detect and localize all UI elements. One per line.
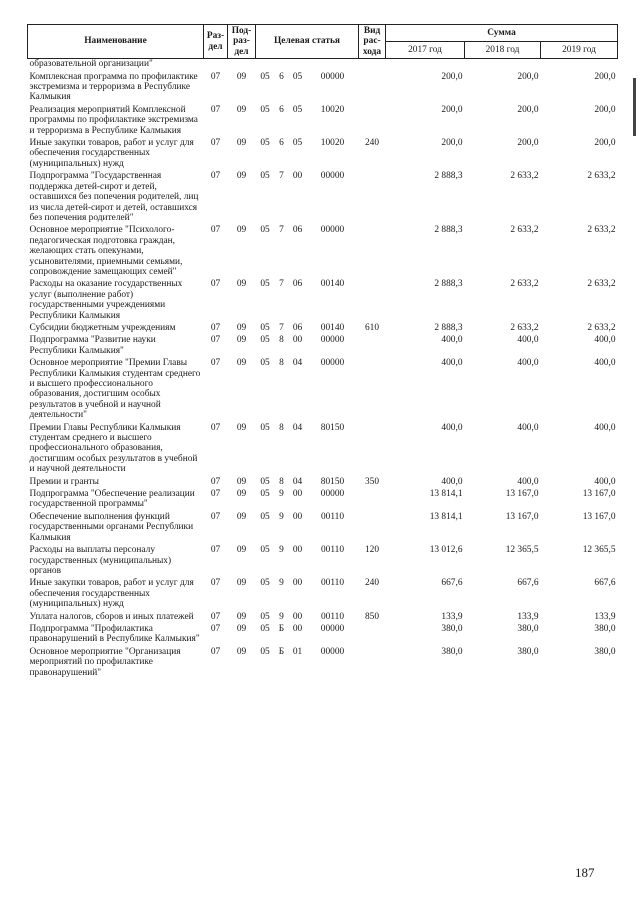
- row-podrazdel: 09: [236, 623, 247, 634]
- row-sum-2019: 200,0: [594, 104, 616, 115]
- header-summa: Сумма: [386, 25, 618, 42]
- table-row: [28, 578, 618, 611]
- row-podrazdel: [228, 59, 256, 72]
- row-razdel: 07: [210, 623, 221, 634]
- row-cs-program: 05: [260, 71, 270, 82]
- row-podrazdel: 09: [236, 489, 247, 500]
- row-sum-2017: 200,0: [441, 104, 463, 115]
- row-cs-subprogram: 7: [279, 225, 284, 236]
- row-sum-2019: 13 167,0: [582, 511, 616, 522]
- row-cs-program: [256, 59, 275, 72]
- row-sum-2019: 400,0: [594, 335, 616, 346]
- row-name: Подпрограмма "Развитие науки Республики Калмыкия": [29, 335, 156, 356]
- row-vid-rashoda: [359, 489, 386, 512]
- row-sum-2018: 2 633,2: [510, 279, 539, 290]
- row-name: Расходы на оказание государственных услуг (выполнение работ) государственными учреждениями Республики Калмыкия: [29, 279, 183, 321]
- row-name: Иные закупки товаров, работ и услуг для обеспечения государственных (муниципальных) нужд: [29, 138, 194, 169]
- row-cs-event: 00: [292, 171, 303, 182]
- row-cs-program: 05: [260, 489, 270, 500]
- table-row: [28, 279, 618, 323]
- row-cs-subprogram: 8: [279, 476, 284, 487]
- row-vid-rashoda: 610: [364, 322, 380, 333]
- row-cs-direction: [307, 59, 359, 72]
- row-vid-rashoda: [359, 225, 386, 279]
- row-sum-2017: 133,9: [441, 611, 463, 622]
- row-vid-rashoda: [359, 647, 386, 680]
- table-row: [28, 72, 618, 105]
- row-cs-program: 05: [260, 104, 270, 115]
- row-cs-direction: 00110: [320, 545, 345, 556]
- header-podrazdel: [228, 25, 256, 59]
- row-sum-2017: 2 888,3: [434, 171, 463, 182]
- header-vid-text: Вид рас- хода: [362, 26, 382, 57]
- row-podrazdel: 09: [236, 279, 247, 290]
- row-sum-2019: 12 365,5: [582, 545, 616, 556]
- row-cs-program: 05: [260, 578, 270, 589]
- row-razdel: 07: [210, 646, 221, 657]
- row-cs-subprogram: 9: [279, 489, 284, 500]
- row-razdel: 07: [210, 422, 221, 433]
- row-cs-direction: 00000: [320, 335, 345, 346]
- row-sum-2018: 13 167,0: [505, 489, 539, 500]
- row-razdel: 07: [210, 322, 221, 333]
- row-sum-2019: 380,0: [594, 623, 616, 634]
- header-vid: [359, 25, 386, 59]
- header-razdel-text: Раз- дел: [206, 31, 225, 52]
- row-sum-2017: 667,6: [441, 578, 463, 589]
- row-sum-2017: 380,0: [441, 623, 463, 634]
- header-2017: 2017 год: [386, 42, 465, 59]
- row-sum-2019: 2 633,2: [587, 279, 616, 290]
- row-sum-2017: 400,0: [441, 335, 463, 346]
- row-cs-event: 06: [292, 322, 303, 333]
- row-razdel: 07: [210, 511, 221, 522]
- margin-mark: [633, 78, 636, 136]
- row-cs-subprogram: 9: [279, 545, 284, 556]
- row-cs-subprogram: 8: [279, 358, 284, 369]
- row-vid-rashoda: [359, 72, 386, 105]
- row-cs-direction: 00110: [320, 611, 345, 622]
- row-razdel: 07: [210, 335, 221, 346]
- row-sum-2018: 12 365,5: [505, 545, 539, 556]
- row-sum-2017: 2 888,3: [434, 322, 463, 333]
- row-cs-direction: 00000: [320, 623, 345, 634]
- row-podrazdel: 09: [236, 545, 247, 556]
- row-cs-event: 00: [292, 511, 303, 522]
- row-sum-2018: 200,0: [517, 138, 539, 149]
- row-razdel: 07: [210, 171, 221, 182]
- row-cs-program: 05: [260, 476, 270, 487]
- row-cs-event: 06: [292, 279, 303, 290]
- row-razdel: 07: [210, 225, 221, 236]
- row-name: Обеспечение выполнения функций государственными органами Республики Калмыкия: [29, 511, 194, 543]
- table-row: [28, 171, 618, 225]
- row-sum-2018: 380,0: [517, 623, 539, 634]
- row-vid-rashoda: [359, 335, 386, 358]
- budget-table: [27, 24, 618, 680]
- row-cs-subprogram: 7: [279, 322, 284, 333]
- row-cs-direction: 00110: [320, 511, 345, 522]
- row-podrazdel: 09: [236, 171, 247, 182]
- row-cs-direction: 00000: [320, 171, 345, 182]
- row-cs-program: 05: [260, 511, 270, 522]
- row-razdel: 07: [210, 138, 221, 149]
- row-sum-2018: 2 633,2: [510, 322, 539, 333]
- row-sum-2017: 13 012,6: [429, 545, 463, 556]
- row-vid-rashoda: 350: [364, 476, 380, 487]
- row-vid-rashoda: 850: [364, 611, 380, 622]
- row-razdel: [204, 59, 228, 72]
- row-sum-2017: 400,0: [441, 476, 463, 487]
- header-2018: 2018 год: [465, 42, 541, 59]
- row-vid-rashoda: 240: [364, 578, 380, 589]
- row-sum-2018: [465, 59, 541, 72]
- row-sum-2019: 13 167,0: [582, 489, 616, 500]
- row-cs-program: 05: [260, 279, 270, 290]
- row-podrazdel: 09: [236, 335, 247, 346]
- row-cs-direction: 80150: [320, 476, 345, 487]
- row-cs-event: 00: [292, 623, 303, 634]
- row-name: Уплата налогов, сборов и иных платежей: [29, 611, 194, 622]
- row-cs-program: 05: [260, 322, 270, 333]
- row-cs-event: 00: [292, 489, 303, 500]
- row-sum-2018: 400,0: [517, 335, 539, 346]
- row-cs-direction: 00000: [320, 71, 345, 82]
- row-cs-subprogram: Б: [278, 646, 285, 657]
- row-cs-direction: 00000: [320, 225, 345, 236]
- row-sum-2018: 400,0: [517, 358, 539, 369]
- row-sum-2019: 200,0: [594, 71, 616, 82]
- header-podrazdel-text: Под- раз- дел: [231, 26, 252, 57]
- row-vid-rashoda: [359, 358, 386, 422]
- row-cs-subprogram: 7: [279, 171, 284, 182]
- row-name: Комплексная программа по профилактике экстремизма и терроризма в Республике Калмыкия: [29, 71, 198, 103]
- table-row: [28, 138, 618, 171]
- row-cs-direction: 00000: [320, 489, 345, 500]
- row-cs-program: 05: [260, 225, 270, 236]
- row-vid-rashoda: [359, 279, 386, 323]
- row-podrazdel: 09: [236, 322, 247, 333]
- row-sum-2019: 133,9: [594, 611, 616, 622]
- header-celevaya: Целевая статья: [256, 25, 359, 59]
- row-name: образовательной организации": [29, 59, 153, 70]
- table-row: [28, 323, 618, 335]
- row-razdel: 07: [210, 476, 221, 487]
- table-row: [28, 358, 618, 422]
- row-cs-event: 04: [292, 358, 303, 369]
- row-podrazdel: 09: [236, 422, 247, 433]
- row-sum-2019: 380,0: [594, 646, 616, 657]
- row-sum-2018: 400,0: [517, 476, 539, 487]
- table-row: [28, 477, 618, 489]
- row-sum-2017: 2 888,3: [434, 279, 463, 290]
- row-sum-2019: 400,0: [594, 476, 616, 487]
- row-podrazdel: 09: [236, 71, 247, 82]
- table-row: [28, 59, 618, 72]
- row-cs-event: 00: [292, 335, 303, 346]
- row-name: Основное мероприятие "Премии Главы Республики Калмыкия студентам среднего и высшего профессионального образования, достигшим особых результатов в учебной и научной деятельности": [29, 358, 201, 421]
- row-sum-2018: 133,9: [517, 611, 539, 622]
- row-cs-subprogram: 7: [279, 279, 284, 290]
- row-cs-direction: 00000: [320, 358, 345, 369]
- row-cs-subprogram: 9: [279, 611, 284, 622]
- header-name: Наименование: [28, 25, 204, 59]
- row-sum-2018: 667,6: [517, 578, 539, 589]
- row-sum-2019: 200,0: [594, 138, 616, 149]
- row-razdel: 07: [210, 611, 221, 622]
- row-cs-event: 04: [292, 422, 303, 433]
- row-podrazdel: 09: [236, 611, 247, 622]
- table-row: [28, 105, 618, 138]
- row-cs-subprogram: 8: [279, 422, 284, 433]
- row-razdel: 07: [210, 578, 221, 589]
- row-cs-direction: 10020: [320, 138, 345, 149]
- row-vid-rashoda: 240: [364, 138, 380, 149]
- header-2019: 2019 год: [541, 42, 618, 59]
- row-name: Иные закупки товаров, работ и услуг для обеспечения государственных (муниципальных) нужд: [29, 578, 194, 610]
- row-vid-rashoda: [359, 171, 386, 225]
- row-vid-rashoda: 120: [364, 545, 380, 556]
- page-number: 187: [575, 865, 595, 880]
- row-cs-subprogram: [275, 59, 289, 72]
- row-razdel: 07: [210, 358, 221, 369]
- row-vid-rashoda: [359, 59, 386, 72]
- row-sum-2019: 400,0: [594, 422, 616, 433]
- row-vid-rashoda: [359, 512, 386, 545]
- row-sum-2017: 13 814,1: [429, 489, 463, 500]
- row-podrazdel: 09: [236, 646, 247, 657]
- row-sum-2017: 380,0: [441, 646, 463, 657]
- row-cs-subprogram: Б: [278, 623, 285, 634]
- row-name: Премии Главы Республики Калмыкия студентам среднего и высшего профессионального образования, достигшим особых результатов в учебной и научной деятельности: [29, 422, 198, 475]
- row-name: Подпрограмма "Государственная поддержка детей-сирот и детей, оставшихся без попечения родителей, лиц из числа детей-сирот и детей, оставшихся без попечения родителей": [29, 171, 199, 223]
- row-cs-event: 05: [292, 71, 303, 82]
- row-sum-2018: 13 167,0: [505, 511, 539, 522]
- budget-sheet: [27, 24, 617, 680]
- row-cs-subprogram: 6: [279, 138, 284, 149]
- row-cs-event: 05: [292, 104, 303, 115]
- row-sum-2017: 400,0: [441, 422, 463, 433]
- row-cs-event: 01: [292, 646, 303, 657]
- row-cs-program: 05: [260, 611, 270, 622]
- row-sum-2019: 2 633,2: [587, 171, 616, 182]
- row-sum-2018: 200,0: [517, 104, 539, 115]
- table-body: [28, 59, 618, 680]
- row-razdel: 07: [210, 71, 221, 82]
- row-cs-subprogram: 9: [279, 511, 284, 522]
- row-podrazdel: 09: [236, 578, 247, 589]
- row-cs-direction: 00000: [320, 646, 345, 657]
- row-cs-program: 05: [260, 138, 270, 149]
- row-sum-2017: [386, 59, 465, 72]
- row-sum-2019: [541, 59, 618, 72]
- row-sum-2019: 2 633,2: [587, 322, 616, 333]
- row-cs-event: [289, 59, 307, 72]
- row-cs-subprogram: 6: [279, 104, 284, 115]
- row-podrazdel: 09: [236, 511, 247, 522]
- row-name: Премии и гранты: [29, 476, 99, 487]
- row-cs-program: 05: [260, 171, 270, 182]
- table-row: [28, 225, 618, 279]
- table-row: [28, 647, 618, 680]
- row-sum-2018: 200,0: [517, 71, 539, 82]
- row-cs-program: 05: [260, 358, 270, 369]
- row-sum-2018: 400,0: [517, 422, 539, 433]
- row-podrazdel: 09: [236, 138, 247, 149]
- row-cs-program: 05: [260, 422, 270, 433]
- table-row: [28, 335, 618, 358]
- row-cs-event: 00: [292, 578, 303, 589]
- row-sum-2017: 400,0: [441, 358, 463, 369]
- row-name: Подпрограмма "Обеспечение реализации государственной программы": [29, 489, 195, 510]
- row-cs-direction: 80150: [320, 422, 345, 433]
- row-razdel: 07: [210, 104, 221, 115]
- row-sum-2017: 200,0: [441, 71, 463, 82]
- row-cs-subprogram: 6: [279, 71, 284, 82]
- row-cs-direction: 00140: [320, 279, 345, 290]
- row-razdel: 07: [210, 545, 221, 556]
- row-name: Субсидии бюджетным учреждениям: [29, 322, 176, 333]
- row-cs-event: 04: [292, 476, 303, 487]
- row-cs-subprogram: 9: [279, 578, 284, 589]
- row-cs-program: 05: [260, 335, 270, 346]
- row-cs-subprogram: 8: [279, 335, 284, 346]
- row-sum-2018: 380,0: [517, 646, 539, 657]
- row-podrazdel: 09: [236, 358, 247, 369]
- row-sum-2017: 200,0: [441, 138, 463, 149]
- table-row: [28, 423, 618, 477]
- row-cs-direction: 00110: [320, 578, 345, 589]
- row-cs-direction: 10020: [320, 104, 345, 115]
- row-podrazdel: 09: [236, 225, 247, 236]
- row-sum-2019: 2 633,2: [587, 225, 616, 236]
- row-razdel: 07: [210, 489, 221, 500]
- row-vid-rashoda: [359, 423, 386, 477]
- row-sum-2018: 2 633,2: [510, 225, 539, 236]
- row-cs-program: 05: [260, 623, 270, 634]
- row-cs-event: 00: [292, 545, 303, 556]
- row-cs-event: 06: [292, 225, 303, 236]
- table-row: [28, 512, 618, 545]
- row-cs-program: 05: [260, 646, 270, 657]
- row-sum-2017: 13 814,1: [429, 511, 463, 522]
- row-vid-rashoda: [359, 624, 386, 647]
- row-sum-2018: 2 633,2: [510, 171, 539, 182]
- row-cs-event: 00: [292, 611, 303, 622]
- row-vid-rashoda: [359, 105, 386, 138]
- row-name: Основное мероприятие "Организация мероприятий по профилактике правонарушений": [29, 646, 181, 678]
- row-podrazdel: 09: [236, 104, 247, 115]
- row-name: Расходы на выплаты персоналу государственных (муниципальных) органов: [29, 545, 172, 576]
- row-name: Основное мероприятие "Психолого-педагогическая подготовка граждан, желающих стать опекунами, усыновителями, приемными семьями, сопровождение замещающих семей": [29, 225, 183, 277]
- row-cs-program: 05: [260, 545, 270, 556]
- table-row: [28, 545, 618, 578]
- row-name: Подпрограмма "Профилактика правонарушений в Республике Калмыкия": [29, 623, 200, 645]
- row-cs-event: 05: [292, 138, 303, 149]
- row-sum-2017: 2 888,3: [434, 225, 463, 236]
- row-podrazdel: 09: [236, 476, 247, 487]
- row-sum-2019: 667,6: [594, 578, 616, 589]
- header-razdel: [204, 25, 228, 59]
- row-name: Реализация мероприятий Комплексной программы по профилактике экстремизма и терроризма в Республике Калмыкия: [29, 104, 198, 136]
- table-row: [28, 624, 618, 647]
- row-cs-direction: 00140: [320, 322, 345, 333]
- table-row: [28, 612, 618, 624]
- table-row: [28, 489, 618, 512]
- row-sum-2019: 400,0: [594, 358, 616, 369]
- row-razdel: 07: [210, 279, 221, 290]
